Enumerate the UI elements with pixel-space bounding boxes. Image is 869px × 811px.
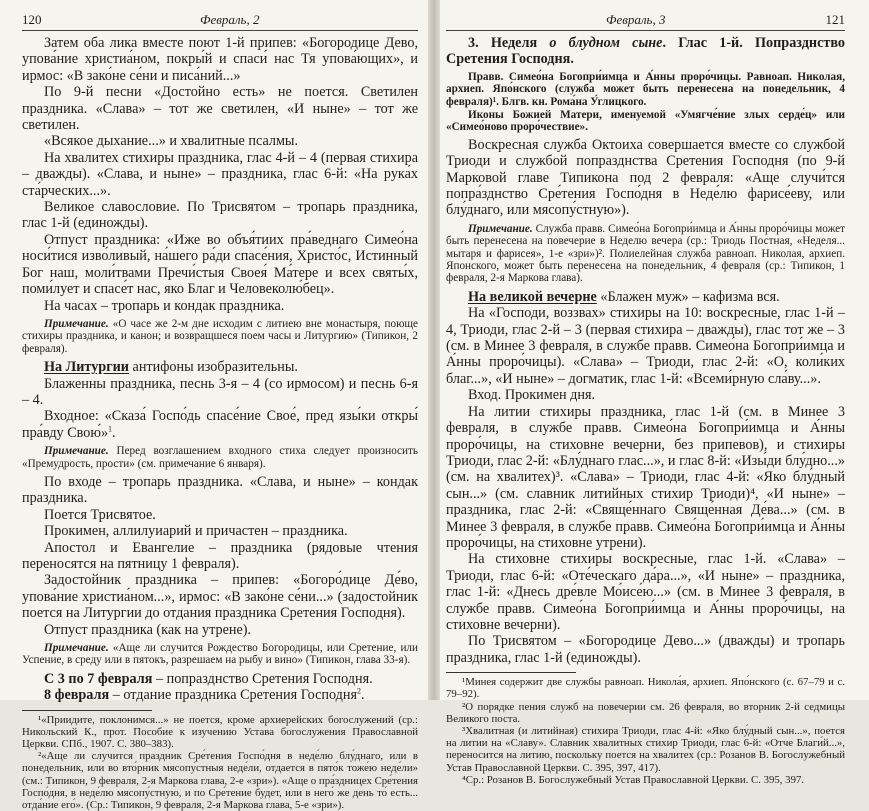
note bbox=[22, 445, 418, 470]
note-text: Служба правв. Симео́на Богопри́имца и А́нны проро́чицы может быть перенесена на повечерие в Неделю вечера (ср.: Триодь Постная, «Неделя... мытаря и фарисея», 1-е «зри»)². Полиелейная служба равноап. Николая, архиеп. Японского, может быть перенесена на понедельник, 4 февраля (ср.: Типикон, 1 февраля, 2-я Маркова глава). bbox=[446, 222, 846, 285]
note bbox=[446, 223, 845, 285]
note bbox=[22, 318, 418, 355]
saints-commemoration: Правв. Симео́на Богопри́имца и А́нны проро́чицы. Равноап. Николая, архиеп. Япо́нского (служба может быть перенесена на понедельник, 4 февраля)¹. Блгв. кн. Рома́на У́глицкого. bbox=[446, 70, 845, 108]
footnote: ³Хвалитная (и литийная) стихира Триоди, глас 4-й: «Яко блу́дный сын...», поется на литии на «Славу». Славник хвалитных стихир Триоди, глас 6-й: «Отче Благи́й...», переносится на литию, поскольку поется на хвалитех (ср.: Розанов В. Богослужебный Устав Православной Церкви. С. 395, 397, 417). bbox=[446, 725, 845, 774]
paragraph: Вход. Прокимен дня. bbox=[468, 387, 596, 404]
date-line: 8 февраля – отдание праздника Сретения Господня$^2$. bbox=[44, 686, 365, 704]
footnote-ref: 1 bbox=[108, 424, 113, 434]
left-body bbox=[22, 35, 418, 704]
paragraph: Задостойник праздника – припев: «Богоро́дице Де́во, упова́ние христиа́ном...», ирмос: «В зако́не се́ни...» (задостойник поется на Литургии до отдания праздника Сретения Господня). bbox=[22, 572, 418, 622]
note-text: «Аще ли случится Рождество Богородицы, или Сретение, или Успение, в среду или в пятокъ, разрешаем на рыбу и вино» (Типикон, глава 33-я). bbox=[22, 642, 419, 667]
day-heading-italic: о блудном сыне bbox=[549, 35, 663, 51]
paragraph: Отпуст праздника: «Иже во объя́тиих пра́веднаго Симео́на носи́тися изво́ливый, на́шего ра́ди спасе́ния, Христо́с, Истинный Бог наш, моли́твами Пречи́стыя Своея́ Ма́тере и всех святы́х, поми́лует и спасе́т нас, яко Благ и Человеколю́бец». bbox=[22, 231, 418, 298]
date-range: С 3 по 7 февраля bbox=[44, 670, 153, 687]
date: 8 февраля bbox=[44, 687, 110, 704]
left-running-title: Февраль, 2 bbox=[200, 12, 260, 27]
paragraph: На литии стихиры праздника, глас 1-й (см. в Минее 3 февраля, в службе правв. Симео́на Богопри́имца и А́нны проро́чицы, на стиховне вечерни, без припевов), и стихиры Триоди, глас 2-й: «Блу́днаго глас...», и глас 8-й: «Изы́ди блу́дно...» (см. на хвалитех)³. «Слава» – Триоди, глас 4-й: «Яко блу́дный сын...» (см. славник литийных стихир Триоди)⁴, «И ныне» – праздника, глас 2-й: «Свяще́ннаго Свяще́нная Де́ва...» (см. в Минее 3 февраля, в службе правв. Симео́на Богопри́имца и А́нны проро́чицы, на стиховне утрени). bbox=[446, 403, 845, 551]
note-text: Перед возглашением входного стиха следует произносить «Премудрость, прости» (см. примечание 6 января). bbox=[22, 445, 419, 470]
footnote: ²О порядке пения служб на повечерии см. 26 февраля, во вторник 2-й седмицы Великого поста. bbox=[446, 700, 845, 725]
right-page bbox=[432, 0, 869, 786]
date-text: – отдание праздника Сретения Господня bbox=[109, 687, 358, 704]
note-label: Примечание. bbox=[44, 317, 109, 330]
liturgy-heading: На Литургии bbox=[44, 359, 129, 376]
paragraph: На хвалитех стихиры праздника, глас 4-й – 4 (первая стихира – дважды). «Слава, и ныне» – праздника, глас 6-й: «На рука́х ста́рческих...». bbox=[22, 149, 418, 199]
paragraph: По Трисвятом – «Богородице Дево...» (дважды) и тропарь праздника, глас 1-й (единожды). bbox=[446, 633, 845, 666]
note-label: Примечание. bbox=[468, 222, 533, 235]
paragraph: Блаженны праздника, песнь 3-я – 4 (со ирмосом) и песнь 6-я – 4. bbox=[22, 375, 418, 408]
paragraph: Великое славословие. По Трисвятом – тропарь праздника, глас 1-й (единожды). bbox=[22, 199, 418, 232]
vespers-heading: На великой вечерне bbox=[468, 288, 597, 305]
right-page-number: 121 bbox=[825, 12, 845, 27]
day-heading bbox=[446, 35, 845, 68]
date-line bbox=[22, 671, 418, 687]
paragraph: Входное: «Сказа́ Госпо́дь спасе́ние Свое́, пред язы́ки откры́ пра́вду Свою́»$^1$. bbox=[22, 408, 418, 441]
day-heading-rest: . Глас 1-й. Попразднство Сретения Господня. bbox=[446, 35, 846, 68]
note bbox=[22, 642, 418, 667]
footnote-rule bbox=[446, 672, 576, 673]
liturgy-line bbox=[22, 359, 418, 375]
vhod-text: Входное: «Сказа́ Госпо́дь спасе́ние Свое́, пред язы́ки откры́ пра́вду Свою́» bbox=[22, 408, 418, 441]
paragraph: По входе – тропарь праздника. «Слава, и ныне» – кондак праздника. bbox=[22, 473, 418, 507]
date-range-text: – попразднство Сретения Господня. bbox=[152, 670, 373, 687]
left-page-number: 120 bbox=[22, 12, 42, 27]
left-page bbox=[0, 0, 432, 811]
paragraph: На часах – тропарь и кондак праздника. bbox=[44, 297, 285, 314]
vespers-rest: «Блажен муж» – кафизма вся. bbox=[596, 288, 780, 305]
paragraph: На стиховне стихиры воскресные, глас 1-й. «Слава» – Триоди, глас 6-й: «Оте́ческаго да́ра...», «И ныне» – праздника, глас 1-й: «Днесь дре́вле Мо́исе́ю...» (см. в Минее 3 февраля, в службе правв. Симео́на Богопри́имца и А́нны проро́чицы, на стиховне вечерни). bbox=[446, 551, 845, 633]
paragraph: Затем оба лика вместе поют 1-й припев: «Богородице Дево, упова́ние христиа́ном, покры́й и спаси́ нас Тя упова́ющих», и ирмос: «В зако́не се́ни и писа́ний...» bbox=[22, 35, 418, 84]
paragraph: По 9-й песни «Достойно есть» не поется. Светилен праздника. «Слава» – тот же светилен, «И ныне» – тот же светилен. bbox=[22, 84, 418, 134]
note-label: Примечание. bbox=[44, 445, 109, 458]
footnote: ¹Минея содержит две службы равноап. Никола́я, архиеп. Япо́нского (с. 67–79 и с. 79–92). bbox=[446, 676, 845, 701]
footnote-rule bbox=[22, 710, 152, 711]
vespers-line bbox=[446, 289, 845, 305]
footnote: ¹«Приидите, поклонимся...» не поется, кроме архиерейских богослужений (ср.: Никольский К., прот. Пособие к изучению Устава богослужения Православной Церкви. СПб., 1907. С. 380–383). bbox=[22, 713, 418, 751]
paragraph: На «Господи, воззвах» стихиры на 10: воскресные, глас 1-й – 4, Триоди, глас 2-й – 3 (первая стихира – дважды), глас тот же – 3 (см. в Минее 3 февраля, в службе правв. Симео́на Богопри́имца и А́нны проро́чицы). «Слава» – Триоди, глас 2-й: «О, коли́ких благ...», «И ныне» – догматик, глас 1-й: «Всеми́рную сла́ву...». bbox=[446, 305, 845, 387]
day-heading-num: 3. Неделя bbox=[468, 35, 550, 51]
paragraph: Поется Трисвятое. bbox=[44, 506, 156, 523]
paragraph: Отпуст праздника (как на утрене). bbox=[44, 621, 252, 638]
note-label: Примечание. bbox=[44, 642, 109, 655]
paragraph: Апостол и Евангелие – праздника (рядовые чтения переносятся на пятницу 1 февраля). bbox=[22, 539, 418, 572]
right-running-head bbox=[446, 12, 845, 31]
footnote: ⁴Ср.: Розанов В. Богослужебный Устав Православной Церкви. С. 395, 397. bbox=[462, 773, 805, 786]
paragraph: Прокимен, аллилуиарий и причастен – праздника. bbox=[44, 523, 348, 540]
footnote-ref: 2 bbox=[357, 686, 362, 696]
right-running-title: Февраль, 3 bbox=[606, 12, 666, 27]
paragraph: Воскресная служба Октоиха совершается вместе со службой Триоди и службой попразднства Сретения Господня (по 9-й Марковой главе Типикона под 2 февраля: «Аще случи́тся попра́зднство Сре́тения Госпо́дня в Неде́лю фарисе́еву, или блу́днаго, или мясопу́стную»). bbox=[446, 136, 845, 219]
book-gutter bbox=[428, 0, 440, 700]
footnote: ²«Аще ли случится праздник Сре́тения Госпо́дня в неде́лю блу́днаго, или в понедельник, или во вто́рник мясопу́стныя неде́ли, отдается в пято́к тоже́ю неде́ли» (см.: Типикон, 9 февраля, 2-я Маркова глава, 2-е «зри»). «Аще о пра́здницех Сре́тения Госпо́дня, в неде́лю мясопу́стную, и по Сре́тение будет, или в него́ же день то́ есть... отда́ние его́». (Ср.: Типикон, 9 февраля, 2-я Маркова глава, 5-е «зри»). bbox=[22, 750, 418, 811]
paragraph: «Всякое дыхание...» и хвалитные псалмы. bbox=[44, 133, 299, 150]
icon-commemoration: Иконы Божией Матери, именуемой «Умягче́ние злых серде́ц» или «Симео́ново проро́чествие». bbox=[446, 108, 845, 134]
liturgy-rest: антифоны изобразительны. bbox=[128, 359, 298, 376]
right-body bbox=[446, 35, 845, 666]
note-text: «О часе же 2-м дне исходим с литиею вне монастыря, поюще стихиры праздника, и канон; и возвращшеся поем часы и Литургию» (Типикон, 2 февраля). bbox=[22, 317, 419, 355]
left-running-head bbox=[22, 12, 418, 31]
